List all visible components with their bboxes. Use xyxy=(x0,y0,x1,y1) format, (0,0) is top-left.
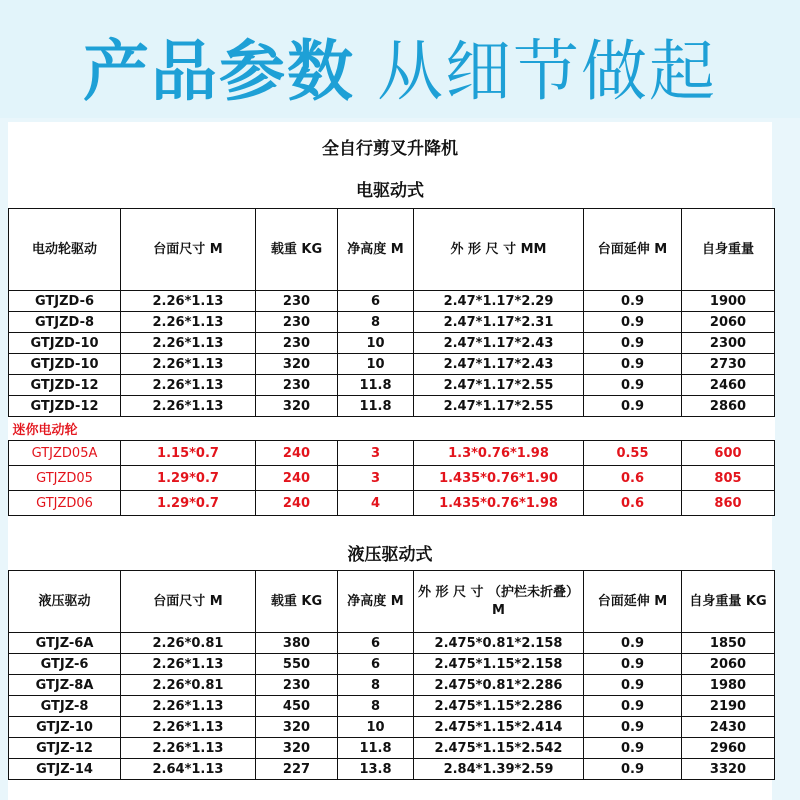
header-load: 载重 KG xyxy=(256,209,338,291)
table-row xyxy=(9,696,775,717)
model-cell: GTJZD05A xyxy=(9,441,121,466)
table-cell: 3 xyxy=(338,441,414,466)
table-cell: 2730 xyxy=(682,354,775,375)
table-cell: 227 xyxy=(256,759,338,780)
table-cell: 2.26*1.13 xyxy=(121,291,256,312)
table-cell: 0.9 xyxy=(584,291,682,312)
table-cell: 2.26*1.13 xyxy=(121,333,256,354)
table-cell: 2.26*1.13 xyxy=(121,312,256,333)
section1-caption: 电驱动式 xyxy=(356,181,424,201)
headline xyxy=(0,18,800,113)
model-cell: GTJZD-10 xyxy=(9,354,121,375)
headline-part1: 产品参数 xyxy=(83,33,355,110)
table-cell: 2960 xyxy=(682,738,775,759)
table-cell: 10 xyxy=(338,354,414,375)
table-header-row xyxy=(9,571,775,633)
model-cell: GTJZD-12 xyxy=(9,396,121,417)
table-cell: 2.26*0.81 xyxy=(121,675,256,696)
table-cell: 11.8 xyxy=(338,738,414,759)
table-cell: 1.435*0.76*1.98 xyxy=(414,491,584,516)
header-model: 电动轮驱动 xyxy=(9,209,121,291)
table-cell: 230 xyxy=(256,312,338,333)
table-cell: 2.475*1.15*2.414 xyxy=(414,717,584,738)
table-cell: 2.475*0.81*2.158 xyxy=(414,633,584,654)
table-cell: 0.6 xyxy=(584,491,682,516)
table-row xyxy=(9,654,775,675)
mini-section-label: 迷你电动轮 xyxy=(9,417,775,441)
header-dimensions: 外 形 尺 寸 MM xyxy=(414,209,584,291)
table-cell: 1.29*0.7 xyxy=(121,491,256,516)
table-header-row xyxy=(9,209,775,291)
header-height: 净高度 M xyxy=(338,571,414,633)
hydraulic-spec-table xyxy=(8,570,775,780)
table-row xyxy=(9,466,775,491)
table-cell: 2060 xyxy=(682,654,775,675)
model-cell: GTJZD-12 xyxy=(9,375,121,396)
table-cell: 2.47*1.17*2.29 xyxy=(414,291,584,312)
header-height: 净高度 M xyxy=(338,209,414,291)
table-cell: 1.15*0.7 xyxy=(121,441,256,466)
table-cell: 0.9 xyxy=(584,354,682,375)
header-load: 载重 KG xyxy=(256,571,338,633)
table-cell: 0.9 xyxy=(584,375,682,396)
table-cell: 860 xyxy=(682,491,775,516)
header-platform-size: 台面尺寸 M xyxy=(121,209,256,291)
table-cell: 240 xyxy=(256,441,338,466)
table-cell: 1850 xyxy=(682,633,775,654)
table-cell: 1.29*0.7 xyxy=(121,466,256,491)
table-cell: 2430 xyxy=(682,717,775,738)
model-cell: GTJZ-14 xyxy=(9,759,121,780)
table-row xyxy=(9,759,775,780)
table-cell: 2190 xyxy=(682,696,775,717)
table-cell: 0.55 xyxy=(584,441,682,466)
table-cell: 240 xyxy=(256,491,338,516)
table-cell: 3320 xyxy=(682,759,775,780)
table-cell: 1.435*0.76*1.90 xyxy=(414,466,584,491)
spec-sheet xyxy=(8,122,772,800)
model-cell: GTJZ-8A xyxy=(9,675,121,696)
table-cell: 600 xyxy=(682,441,775,466)
table-cell: 8 xyxy=(338,675,414,696)
header-weight: 自身重量 KG xyxy=(682,571,775,633)
model-cell: GTJZD-8 xyxy=(9,312,121,333)
table-cell: 2.47*1.17*2.55 xyxy=(414,375,584,396)
header-extension: 台面延伸 M xyxy=(584,209,682,291)
table-cell: 2460 xyxy=(682,375,775,396)
table-cell: 0.9 xyxy=(584,696,682,717)
table-cell: 0.6 xyxy=(584,466,682,491)
model-cell: GTJZD06 xyxy=(9,491,121,516)
table-cell: 2060 xyxy=(682,312,775,333)
table-cell: 0.9 xyxy=(584,759,682,780)
table-row xyxy=(9,633,775,654)
table-cell: 320 xyxy=(256,354,338,375)
model-cell: GTJZ-8 xyxy=(9,696,121,717)
table-cell: 6 xyxy=(338,291,414,312)
table-cell: 2.26*1.13 xyxy=(121,654,256,675)
table-row xyxy=(9,354,775,375)
table-cell: 8 xyxy=(338,312,414,333)
table-cell: 0.9 xyxy=(584,333,682,354)
table-cell: 0.9 xyxy=(584,312,682,333)
table-cell: 2860 xyxy=(682,396,775,417)
table-cell: 2.475*1.15*2.286 xyxy=(414,696,584,717)
table-cell: 11.8 xyxy=(338,396,414,417)
table-cell: 2.475*1.15*2.158 xyxy=(414,654,584,675)
table-cell: 2.47*1.17*2.43 xyxy=(414,354,584,375)
table-cell: 2.64*1.13 xyxy=(121,759,256,780)
table-cell: 450 xyxy=(256,696,338,717)
table-cell: 13.8 xyxy=(338,759,414,780)
table-cell: 230 xyxy=(256,675,338,696)
table-cell: 0.9 xyxy=(584,738,682,759)
table-row xyxy=(9,675,775,696)
table-row xyxy=(9,291,775,312)
table-cell: 1900 xyxy=(682,291,775,312)
table-cell: 0.9 xyxy=(584,396,682,417)
table-cell: 0.9 xyxy=(584,675,682,696)
table-row xyxy=(9,312,775,333)
header-dimensions: 外 形 尺 寸 （护栏未折叠）M xyxy=(414,571,584,633)
model-cell: GTJZ-12 xyxy=(9,738,121,759)
table-row xyxy=(9,491,775,516)
table-cell: 1.3*0.76*1.98 xyxy=(414,441,584,466)
electric-spec-table xyxy=(8,208,775,516)
table-cell: 1980 xyxy=(682,675,775,696)
table-cell: 2.26*1.13 xyxy=(121,396,256,417)
table-cell: 230 xyxy=(256,375,338,396)
table-cell: 550 xyxy=(256,654,338,675)
model-cell: GTJZD-10 xyxy=(9,333,121,354)
table-cell: 320 xyxy=(256,717,338,738)
header-extension: 台面延伸 M xyxy=(584,571,682,633)
table-cell: 380 xyxy=(256,633,338,654)
table-cell: 2.47*1.17*2.31 xyxy=(414,312,584,333)
table-cell: 2.26*1.13 xyxy=(121,375,256,396)
page-title: 全自行剪叉升降机 xyxy=(322,139,458,159)
table-cell: 2.475*0.81*2.286 xyxy=(414,675,584,696)
table-cell: 2.47*1.17*2.55 xyxy=(414,396,584,417)
table-row xyxy=(9,396,775,417)
model-cell: GTJZ-6A xyxy=(9,633,121,654)
table-cell: 320 xyxy=(256,738,338,759)
table-row xyxy=(9,441,775,466)
model-cell: GTJZ-6 xyxy=(9,654,121,675)
table-cell: 230 xyxy=(256,333,338,354)
header-platform-size: 台面尺寸 M xyxy=(121,571,256,633)
table-cell: 11.8 xyxy=(338,375,414,396)
table-cell: 2.26*0.81 xyxy=(121,633,256,654)
table-row xyxy=(9,375,775,396)
table-cell: 8 xyxy=(338,696,414,717)
table-cell: 0.9 xyxy=(584,633,682,654)
table-cell: 2.47*1.17*2.43 xyxy=(414,333,584,354)
headline-part2: 从细节做起 xyxy=(377,33,717,110)
table-cell: 240 xyxy=(256,466,338,491)
table-cell: 2.26*1.13 xyxy=(121,738,256,759)
table-cell: 2.26*1.13 xyxy=(121,354,256,375)
header-weight: 自身重量 xyxy=(682,209,775,291)
table-cell: 2.26*1.13 xyxy=(121,696,256,717)
table-cell: 6 xyxy=(338,633,414,654)
table-cell: 2.26*1.13 xyxy=(121,717,256,738)
table-cell: 2.475*1.15*2.542 xyxy=(414,738,584,759)
table-row xyxy=(9,333,775,354)
table-row xyxy=(9,717,775,738)
model-cell: GTJZD-6 xyxy=(9,291,121,312)
section2-caption: 液压驱动式 xyxy=(347,545,433,565)
header-model: 液压驱动 xyxy=(9,571,121,633)
table-cell: 10 xyxy=(338,717,414,738)
table-cell: 0.9 xyxy=(584,654,682,675)
table-row xyxy=(9,738,775,759)
table-cell: 0.9 xyxy=(584,717,682,738)
table-cell: 3 xyxy=(338,466,414,491)
mini-section-row xyxy=(9,417,775,441)
table-cell: 805 xyxy=(682,466,775,491)
table-cell: 230 xyxy=(256,291,338,312)
table-cell: 2300 xyxy=(682,333,775,354)
table-cell: 6 xyxy=(338,654,414,675)
model-cell: GTJZ-10 xyxy=(9,717,121,738)
model-cell: GTJZD05 xyxy=(9,466,121,491)
table-cell: 320 xyxy=(256,396,338,417)
table-cell: 10 xyxy=(338,333,414,354)
table-cell: 4 xyxy=(338,491,414,516)
table-cell: 2.84*1.39*2.59 xyxy=(414,759,584,780)
banner xyxy=(0,0,800,118)
